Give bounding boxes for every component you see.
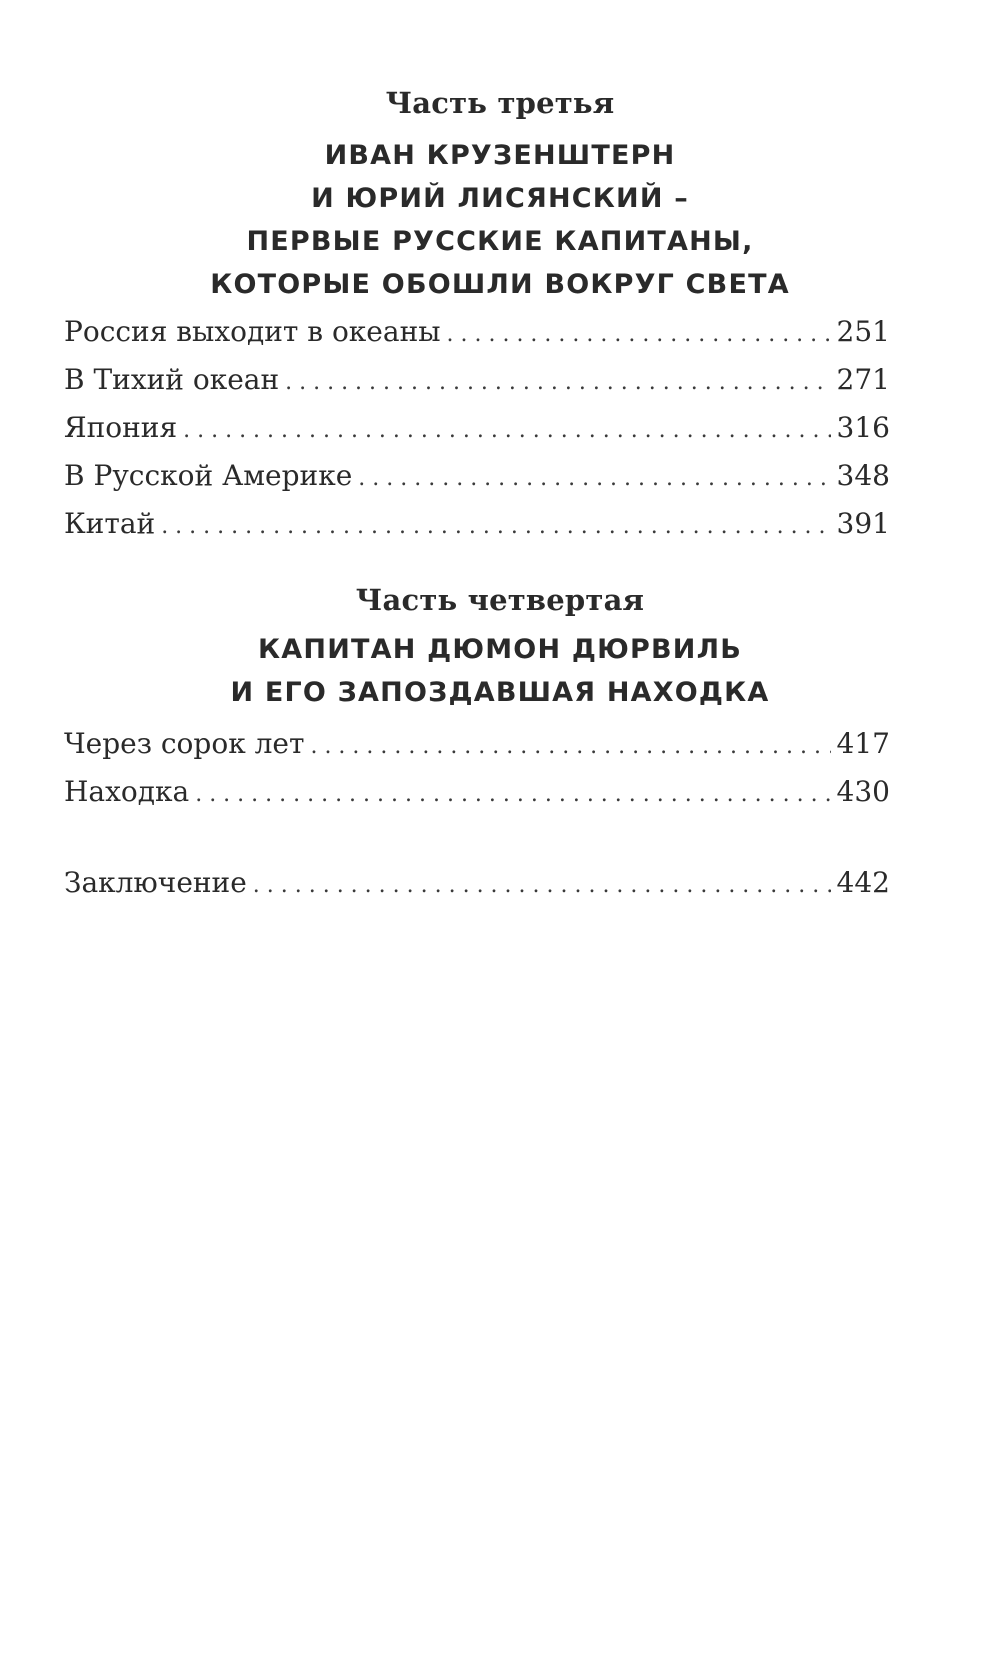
toc-entry-page: 251 (836, 315, 890, 348)
toc-entry-page: 391 (836, 507, 890, 540)
toc-entry[interactable] (64, 411, 890, 459)
leader-dots (358, 466, 830, 491)
leader-dots (310, 734, 830, 759)
toc-entry-page: 417 (836, 727, 890, 760)
part-four-entries (64, 727, 890, 823)
toc-entry-title: В Русской Америке (64, 459, 353, 492)
part-four-label: Часть четвертая (355, 583, 645, 617)
toc-entry[interactable] (64, 507, 890, 555)
toc-entry-page: 316 (836, 411, 890, 444)
toc-entry-title: Россия выходит в океаны (64, 315, 441, 348)
toc-entry-title: Находка (64, 775, 190, 808)
toc-entry-page: 430 (836, 775, 890, 808)
leader-dots (285, 370, 830, 395)
toc-entry[interactable] (64, 363, 890, 411)
leader-dots (183, 418, 830, 443)
toc-entry-title: Заключение (64, 866, 247, 899)
leader-dots (161, 514, 830, 539)
toc-entry[interactable] (64, 727, 890, 775)
toc-entry[interactable] (64, 775, 890, 823)
part-three-title-line: И ЮРИЙ ЛИСЯНСКИЙ – (311, 183, 689, 214)
part-three-title (0, 134, 1000, 306)
toc-entry-page: 348 (836, 459, 890, 492)
toc-entry-title: Китай (64, 507, 156, 540)
toc-entry-page: 271 (836, 363, 890, 396)
toc-entry-title: Япония (64, 411, 178, 444)
part-three-title-line: ИВАН КРУЗЕНШТЕРН (324, 140, 676, 171)
part-three-title-line: КОТОРЫЕ ОБОШЛИ ВОКРУГ СВЕТА (210, 269, 790, 300)
toc-entry[interactable] (64, 459, 890, 507)
toc-entry-page: 442 (836, 866, 890, 899)
part-three-entries (64, 315, 890, 555)
toc-entry-title: Через сорок лет (64, 727, 305, 760)
conclusion-entries (64, 866, 890, 914)
part-four-title-line: КАПИТАН ДЮМОН ДЮРВИЛЬ (258, 634, 742, 665)
part-three-title-line: ПЕРВЫЕ РУССКИЕ КАПИТАНЫ, (246, 226, 754, 257)
toc-entry[interactable] (64, 315, 890, 363)
part-four-title (0, 628, 1000, 714)
part-four-title-line: И ЕГО ЗАПОЗДАВШАЯ НАХОДКА (230, 677, 770, 708)
leader-dots (195, 782, 830, 807)
leader-dots (447, 322, 831, 347)
toc-entry-conclusion[interactable] (64, 866, 890, 914)
part-three-label: Часть третья (385, 86, 615, 120)
toc-entry-title: В Тихий океан (64, 363, 280, 396)
leader-dots (253, 873, 831, 898)
